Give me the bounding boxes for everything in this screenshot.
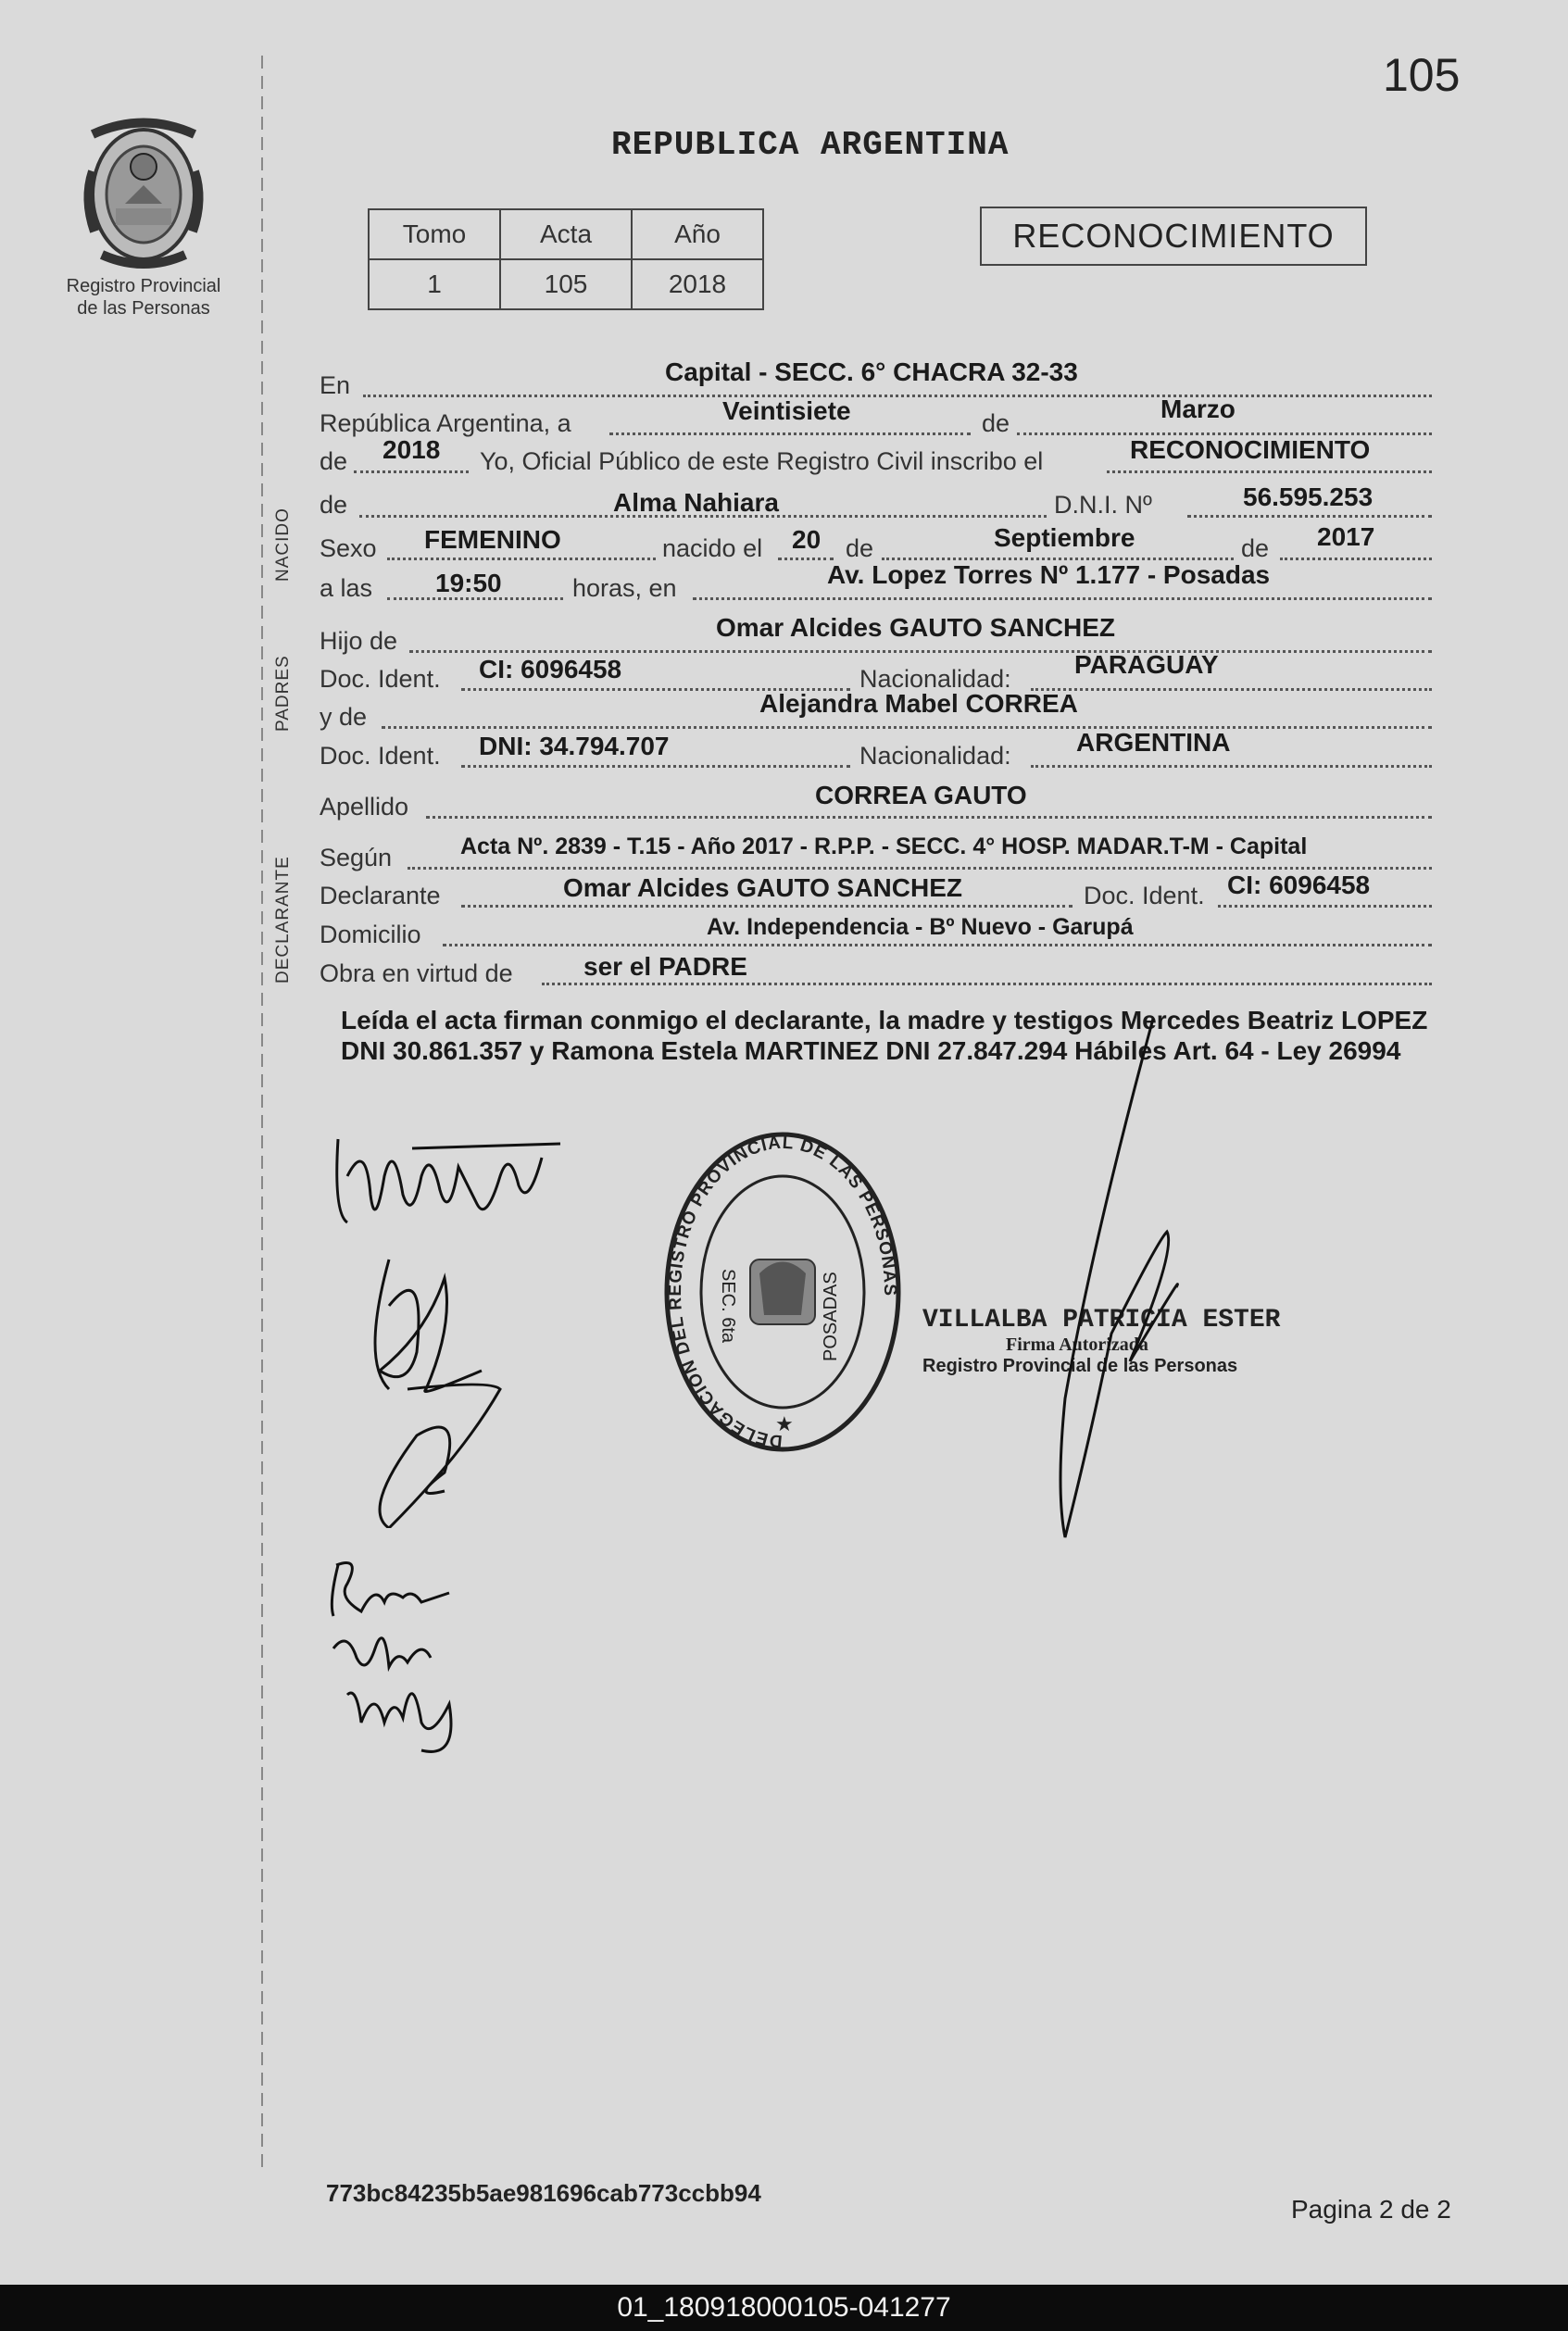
dotted-line [542, 983, 1432, 985]
label-sexo: Sexo [320, 534, 377, 562]
dotted-line [778, 558, 834, 560]
label-doc-ident: Doc. Ident. [320, 742, 441, 770]
label-domicilio: Domicilio [320, 921, 421, 948]
label-hijo-de: Hijo de [320, 627, 398, 655]
dotted-line [443, 944, 1432, 946]
record-table [368, 208, 764, 310]
label-nacionalidad: Nacionalidad: [859, 665, 1011, 693]
label-dni: D.N.I. Nº [1054, 491, 1152, 519]
section-label-declarante: DECLARANTE [273, 856, 293, 984]
registry-caption: Registro Provincial de las Personas [66, 276, 221, 319]
value-madre-nac: ARGENTINA [1076, 728, 1231, 757]
value-madre: Alejandra Mabel CORREA [759, 689, 1078, 718]
label-de-day: de [846, 534, 874, 562]
dotted-line [409, 650, 1432, 653]
value-nac-anio: 2017 [1317, 522, 1375, 551]
section-label-nacido: NACIDO [273, 508, 293, 582]
value-mes: Marzo [1160, 395, 1236, 423]
dotted-line [693, 597, 1432, 600]
dotted-line [363, 395, 1432, 397]
dotted-line [426, 816, 1432, 819]
label-apellido: Apellido [320, 793, 409, 821]
dotted-line [609, 432, 971, 435]
value-hora: 19:50 [435, 569, 502, 597]
dotted-line [461, 765, 850, 768]
value-lugar-nac: Av. Lopez Torres Nº 1.177 - Posadas [827, 560, 1271, 589]
official-office: Registro Provincial de las Personas [922, 1356, 1238, 1376]
table-header-acta: Acta [500, 209, 632, 259]
value-padre-nac: PARAGUAY [1074, 650, 1219, 679]
value-nombre: Alma Nahiara [613, 488, 779, 517]
value-dia: Veintisiete [722, 396, 851, 425]
closing-text: Leída el acta firman conmigo el declarante, la madre y testigos Mercedes Beatriz LOPEZ DNI 30.861.357 y Ramona Estela MARTINEZ DNI 27.847.294 Hábiles Art. 64 - Ley 26994 [341, 1006, 1428, 1065]
dotted-line [1107, 470, 1432, 473]
value-segun: Acta Nº. 2839 - T.15 - Año 2017 - R.P.P. - SECC. 4° HOSP. MADAR.T-M - Capital [460, 833, 1308, 859]
value-dni: 56.595.253 [1243, 482, 1374, 511]
signature-madre [352, 1250, 519, 1528]
label-segun: Según [320, 844, 393, 871]
official-role: Firma Autorizada [1006, 1335, 1148, 1355]
dotted-line [1031, 688, 1432, 691]
label-a-las: a las [320, 574, 373, 602]
signature-testigo-ramona [320, 1547, 486, 1769]
value-lugar: Capital - SECC. 6° CHACRA 32-33 [665, 357, 1078, 386]
label-horas-en: horas, en [572, 574, 677, 602]
left-margin-line [261, 56, 263, 2167]
act-type-box: RECONOCIMIENTO [980, 207, 1367, 266]
label-de-name: de [320, 491, 348, 519]
value-nac-dia: 20 [792, 525, 822, 554]
label-y-de: y de [320, 703, 368, 731]
value-sexo: FEMENINO [424, 525, 561, 554]
label-nacido-el: nacido el [662, 534, 763, 562]
province-coat-of-arms-logo [74, 116, 213, 273]
value-nac-mes: Septiembre [994, 523, 1135, 552]
value-declarante-doc: CI: 6096458 [1227, 871, 1371, 899]
signature-official [1037, 1009, 1278, 1547]
document-title: REPUBLICA ARGENTINA [611, 126, 1010, 164]
stamp-ring-text: DELEGACION DEL REGISTRO PROVINCIAL DE LAS PERSONAS [665, 1133, 900, 1451]
dotted-line [1031, 765, 1432, 768]
stamp-star-icon: ★ [775, 1412, 794, 1435]
table-value-tomo: 1 [369, 259, 500, 309]
value-anio: 2018 [383, 435, 441, 464]
dotted-line [354, 470, 469, 473]
dotted-line [1280, 558, 1432, 560]
value-domicilio: Av. Independencia - Bº Nuevo - Garupá [707, 914, 1134, 940]
dotted-line [1218, 905, 1432, 908]
label-de-month: de [1241, 534, 1270, 562]
value-padre-doc: CI: 6096458 [479, 655, 622, 683]
dotted-line [408, 867, 1432, 870]
value-tipo: RECONOCIMIENTO [1130, 435, 1371, 464]
table-header-anio: Año [632, 209, 763, 259]
signature-declarante [329, 1121, 570, 1250]
label-yo-oficial: Yo, Oficial Público de este Registro Civil inscribo el [480, 447, 1044, 475]
table-value-anio: 2018 [632, 259, 763, 309]
label-de-year: de [320, 447, 348, 475]
stamp-inner-right: POSADAS [821, 1272, 841, 1361]
label-en: En [320, 371, 351, 399]
dotted-line [387, 558, 656, 560]
label-obra: Obra en virtud de [320, 959, 513, 987]
label-de: de [982, 409, 1010, 437]
value-apellido: CORREA GAUTO [815, 781, 1027, 809]
page-number: 105 [1383, 49, 1461, 101]
footer-id-bar: 01_180918000105-041277 [0, 2285, 1568, 2331]
label-nacionalidad: Nacionalidad: [859, 742, 1011, 770]
label-doc-ident: Doc. Ident. [320, 665, 441, 693]
dotted-line [1187, 515, 1432, 518]
section-label-padres: PADRES [273, 655, 293, 732]
table-value-acta: 105 [500, 259, 632, 309]
registry-round-stamp [662, 1130, 903, 1454]
dotted-line [382, 726, 1432, 729]
official-name: VILLALBA PATRICIA ESTER [922, 1306, 1281, 1335]
stamp-inner-left: SEC. 6ta [718, 1269, 738, 1344]
value-obra: ser el PADRE [583, 952, 747, 981]
label-republica: República Argentina, a [320, 409, 571, 437]
pagination: Pagina 2 de 2 [1291, 2195, 1451, 2224]
label-doc-ident-decl: Doc. Ident. [1084, 882, 1205, 909]
label-declarante: Declarante [320, 882, 441, 909]
value-madre-doc: DNI: 34.794.707 [479, 732, 670, 760]
dotted-line [461, 905, 1073, 908]
document-hash: 773bc84235b5ae981696cab773ccbb94 [326, 2179, 761, 2207]
table-header-tomo: Tomo [369, 209, 500, 259]
value-declarante: Omar Alcides GAUTO SANCHEZ [563, 873, 962, 902]
value-padre: Omar Alcides GAUTO SANCHEZ [716, 613, 1115, 642]
